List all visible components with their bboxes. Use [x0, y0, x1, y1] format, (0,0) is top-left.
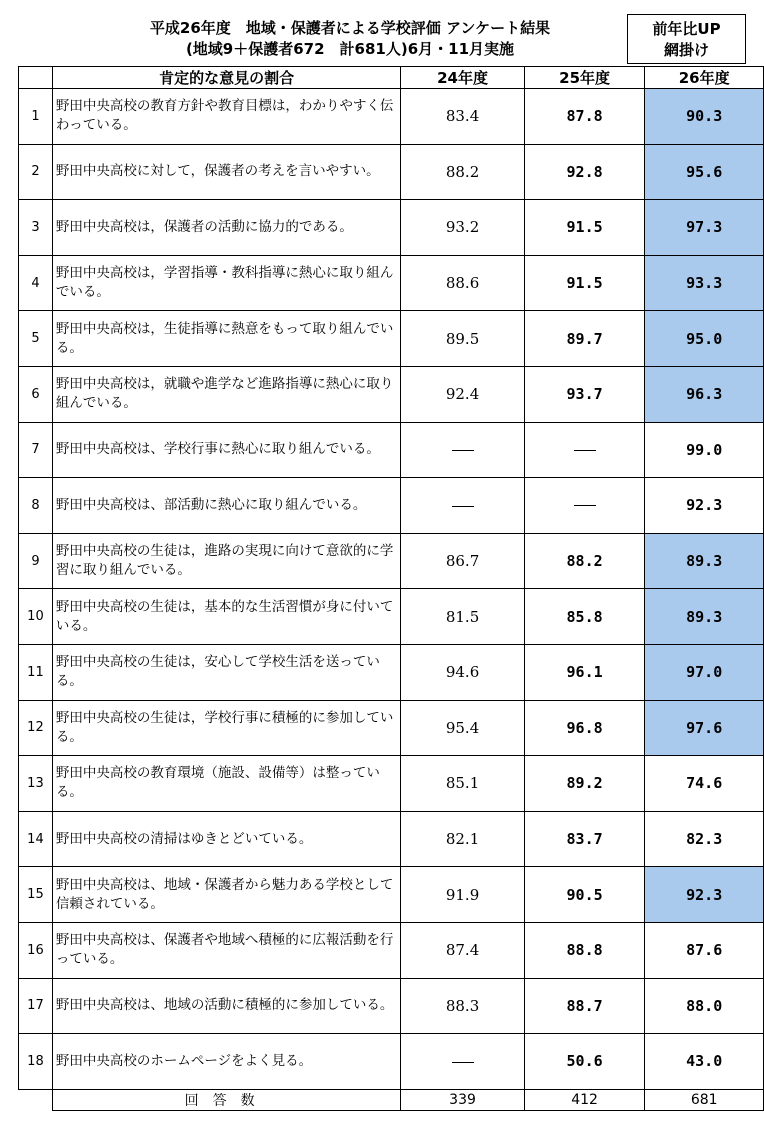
- value-y24: [401, 422, 525, 478]
- value-y24: 86.7: [401, 533, 525, 589]
- question-text: 野田中央高校のホームページをよく見る。: [52, 1034, 400, 1090]
- value-y24: 89.5: [401, 311, 525, 367]
- highlight-legend-line2: 網掛け: [663, 41, 709, 59]
- response-count-y24: 339: [401, 1089, 525, 1110]
- value-y25: 83.7: [524, 811, 645, 867]
- highlight-legend-line1: 前年比UP: [652, 20, 721, 38]
- table-row: [19, 644, 764, 700]
- value-y24: 87.4: [401, 922, 525, 978]
- value-y26: 74.6: [645, 756, 764, 812]
- report-title: [80, 18, 620, 60]
- value-y24: 88.3: [401, 978, 525, 1034]
- value-y24: 83.4: [401, 89, 525, 145]
- row-number: 5: [19, 311, 53, 367]
- value-y25: 93.7: [524, 366, 645, 422]
- row-number: 8: [19, 478, 53, 534]
- response-count-y25: 412: [524, 1089, 645, 1110]
- question-text: 野田中央高校は、地域・保護者から魅力ある学校として信頼されている。: [52, 867, 400, 923]
- value-y25: 96.8: [524, 700, 645, 756]
- row-number: 17: [19, 978, 53, 1034]
- row-number: 4: [19, 255, 53, 311]
- value-y26: 99.0: [645, 422, 764, 478]
- report-title-line1: 平成26年度 地域・保護者による学校評価 アンケート結果: [149, 19, 551, 37]
- question-text: 野田中央高校は，就職や進学など進路指導に熱心に取り組んでいる。: [52, 366, 400, 422]
- row-number: 9: [19, 533, 53, 589]
- value-y26: 88.0: [645, 978, 764, 1034]
- table-row: [19, 200, 764, 256]
- row-number: 14: [19, 811, 53, 867]
- table-row: [19, 255, 764, 311]
- footer-blank: [19, 1089, 53, 1110]
- table-header-row: [19, 67, 764, 89]
- highlight-legend: [627, 14, 746, 64]
- response-count-label: 回答数: [52, 1089, 400, 1110]
- no-data-dash: [452, 506, 474, 507]
- value-y25: 89.7: [524, 311, 645, 367]
- row-number: 7: [19, 422, 53, 478]
- response-count-row: [19, 1089, 764, 1110]
- table-row: [19, 867, 764, 923]
- survey-table: [18, 66, 764, 1111]
- no-data-dash: [452, 1062, 474, 1063]
- question-text: 野田中央高校の清掃はゆきとどいている。: [52, 811, 400, 867]
- value-y25: 91.5: [524, 200, 645, 256]
- row-number: 12: [19, 700, 53, 756]
- value-y24: 91.9: [401, 867, 525, 923]
- value-y24: 94.6: [401, 644, 525, 700]
- value-y25: [524, 422, 645, 478]
- table-row: [19, 89, 764, 145]
- row-number: 15: [19, 867, 53, 923]
- question-text: 野田中央高校は、地域の活動に積極的に参加している。: [52, 978, 400, 1034]
- value-y26: 87.6: [645, 922, 764, 978]
- question-text: 野田中央高校は，学習指導・教科指導に熱心に取り組んでいる。: [52, 255, 400, 311]
- row-number: 2: [19, 144, 53, 200]
- table-row: [19, 422, 764, 478]
- value-y26: 97.0: [645, 644, 764, 700]
- row-number: 13: [19, 756, 53, 812]
- table-row: [19, 811, 764, 867]
- row-number: 1: [19, 89, 53, 145]
- value-y24: 92.4: [401, 366, 525, 422]
- table-row: [19, 922, 764, 978]
- table-row: [19, 1034, 764, 1090]
- row-number: 18: [19, 1034, 53, 1090]
- value-y25: 96.1: [524, 644, 645, 700]
- row-number: 6: [19, 366, 53, 422]
- question-text: 野田中央高校の生徒は，学校行事に積極的に参加している。: [52, 700, 400, 756]
- value-y25: 87.8: [524, 89, 645, 145]
- value-y26: 82.3: [645, 811, 764, 867]
- value-y26: 43.0: [645, 1034, 764, 1090]
- question-text: 野田中央高校は、部活動に熱心に取り組んでいる。: [52, 478, 400, 534]
- value-y26: 95.6: [645, 144, 764, 200]
- table-row: [19, 366, 764, 422]
- header-y25: 25年度: [524, 67, 645, 89]
- no-data-dash: [574, 505, 596, 506]
- response-count-y26: 681: [645, 1089, 764, 1110]
- table-row: [19, 978, 764, 1034]
- value-y24: 93.2: [401, 200, 525, 256]
- value-y26: 97.3: [645, 200, 764, 256]
- table-row: [19, 478, 764, 534]
- question-text: 野田中央高校は，生徒指導に熱意をもって取り組んでいる。: [52, 311, 400, 367]
- question-text: 野田中央高校に対して，保護者の考えを言いやすい。: [52, 144, 400, 200]
- value-y26: 89.3: [645, 589, 764, 645]
- value-y24: 95.4: [401, 700, 525, 756]
- value-y24: [401, 478, 525, 534]
- value-y26: 95.0: [645, 311, 764, 367]
- question-text: 野田中央高校は、保護者や地域へ積極的に広報活動を行っている。: [52, 922, 400, 978]
- question-text: 野田中央高校の生徒は，安心して学校生活を送っている。: [52, 644, 400, 700]
- value-y25: 90.5: [524, 867, 645, 923]
- question-text: 野田中央高校は、学校行事に熱心に取り組んでいる。: [52, 422, 400, 478]
- table-row: [19, 311, 764, 367]
- value-y24: 85.1: [401, 756, 525, 812]
- no-data-dash: [574, 450, 596, 451]
- value-y25: 88.8: [524, 922, 645, 978]
- value-y25: 92.8: [524, 144, 645, 200]
- header-y26: 26年度: [645, 67, 764, 89]
- value-y24: 88.6: [401, 255, 525, 311]
- table-row: [19, 756, 764, 812]
- row-number: 11: [19, 644, 53, 700]
- row-number: 16: [19, 922, 53, 978]
- value-y24: [401, 1034, 525, 1090]
- value-y26: 97.6: [645, 700, 764, 756]
- value-y25: 85.8: [524, 589, 645, 645]
- value-y26: 89.3: [645, 533, 764, 589]
- row-number: 3: [19, 200, 53, 256]
- question-text: 野田中央高校の生徒は，進路の実現に向けて意欲的に学習に取り組んでいる。: [52, 533, 400, 589]
- value-y25: 88.2: [524, 533, 645, 589]
- value-y25: 91.5: [524, 255, 645, 311]
- value-y26: 93.3: [645, 255, 764, 311]
- value-y25: [524, 478, 645, 534]
- value-y24: 81.5: [401, 589, 525, 645]
- table-row: [19, 700, 764, 756]
- header-y24: 24年度: [401, 67, 525, 89]
- value-y26: 90.3: [645, 89, 764, 145]
- row-number: 10: [19, 589, 53, 645]
- question-text: 野田中央高校の教育環境（施設、設備等）は整っている。: [52, 756, 400, 812]
- question-text: 野田中央高校の教育方針や教育目標は，わかりやすく伝わっている。: [52, 89, 400, 145]
- header-question: 肯定的な意見の割合: [52, 67, 400, 89]
- value-y24: 88.2: [401, 144, 525, 200]
- question-text: 野田中央高校の生徒は，基本的な生活習慣が身に付いている。: [52, 589, 400, 645]
- question-text: 野田中央高校は，保護者の活動に協力的である。: [52, 200, 400, 256]
- value-y26: 92.3: [645, 478, 764, 534]
- value-y26: 96.3: [645, 366, 764, 422]
- report-title-line2: (地域9＋保護者672 計681人)6月・11月実施: [185, 40, 515, 58]
- value-y25: 50.6: [524, 1034, 645, 1090]
- header-blank: [19, 67, 53, 89]
- value-y25: 89.2: [524, 756, 645, 812]
- value-y25: 88.7: [524, 978, 645, 1034]
- no-data-dash: [452, 450, 474, 451]
- table-row: [19, 589, 764, 645]
- table-row: [19, 144, 764, 200]
- value-y26: 92.3: [645, 867, 764, 923]
- value-y24: 82.1: [401, 811, 525, 867]
- table-row: [19, 533, 764, 589]
